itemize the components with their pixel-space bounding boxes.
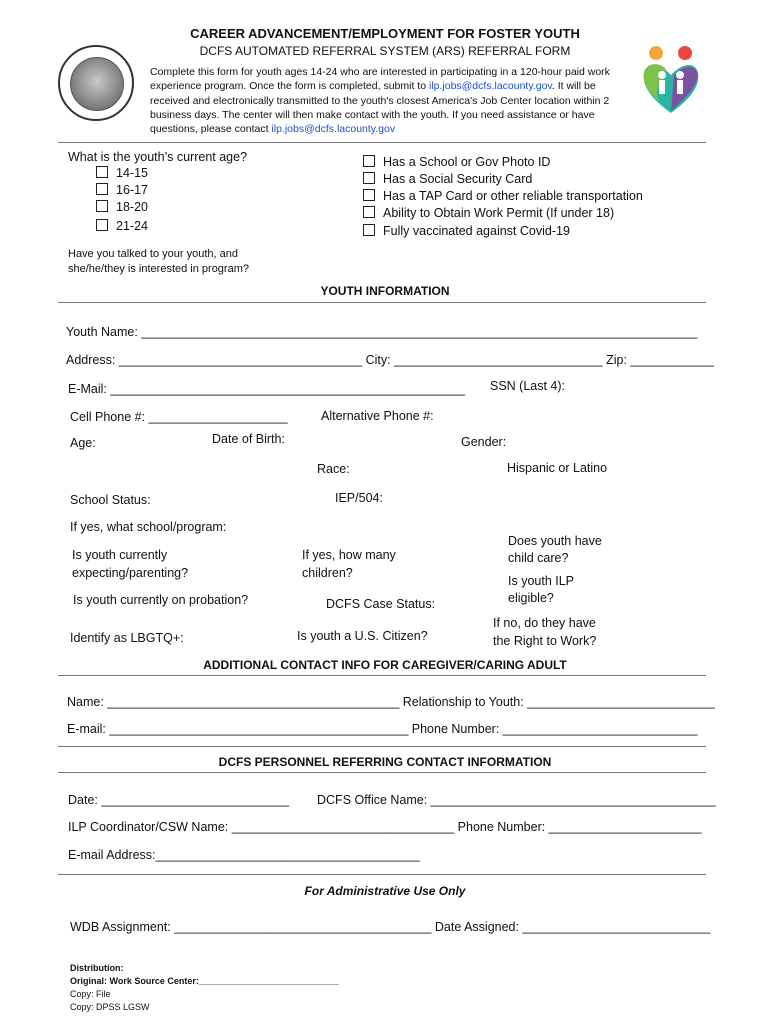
req-ssn-card[interactable]: Has a Social Security Card [363, 172, 532, 186]
age-option-21-24[interactable]: 21-24 [96, 219, 148, 233]
caregiver-email-field[interactable]: E-mail: ___________________________________________ Phone Number: ____________________________ [67, 722, 698, 736]
checkbox-icon[interactable] [363, 206, 375, 218]
address-field[interactable]: Address: ___________________________________ City: ______________________________ Zip: ____________ [66, 353, 714, 367]
talked-question-line2: she/he/they is interested in program? [68, 263, 249, 275]
email-field[interactable]: E-Mail: ___________________________________________________ [68, 382, 465, 396]
distribution-copy-dpss: Copy: DPSS LGSW [70, 1002, 150, 1012]
req-tap-card[interactable]: Has a TAP Card or other reliable transportation [363, 189, 643, 203]
school-status-label: School Status: [70, 493, 151, 507]
dob-label: Date of Birth: [212, 432, 285, 446]
alt-phone-label: Alternative Phone #: [321, 409, 434, 423]
lgbtq-label: Identify as LBGTQ+: [70, 631, 184, 645]
submit-email-link[interactable]: ilp.jobs@dcfs.lacounty.gov [428, 80, 552, 93]
age-label: Age: [70, 436, 96, 450]
personnel-heading: DCFS PERSONNEL REFERRING CONTACT INFORMATION [218, 755, 552, 769]
form-subtitle: DCFS AUTOMATED REFERRAL SYSTEM (ARS) REFERRAL FORM [199, 44, 571, 58]
cell-phone-field[interactable]: Cell Phone #: ____________________ [70, 410, 288, 424]
contact-email-link[interactable]: ilp.jobs@dcfs.lacounty.gov [271, 123, 396, 136]
age-option-18-20[interactable]: 18-20 [96, 200, 148, 214]
admin-heading: For Administrative Use Only [304, 884, 466, 898]
expecting-label-2: expecting/parenting? [72, 566, 189, 580]
wdb-assignment-field[interactable]: WDB Assignment: _____________________________________ Date Assigned: ___________________________ [70, 920, 711, 934]
age-option-14-15[interactable]: 14-15 [96, 166, 148, 180]
county-seal-icon [58, 45, 134, 121]
ilp-coordinator-field[interactable]: ILP Coordinator/CSW Name: ________________________________ Phone Number: ______________________ [68, 820, 702, 834]
foster-youth-logo-icon [640, 45, 702, 117]
form-title: CAREER ADVANCEMENT/EMPLOYMENT FOR FOSTER YOUTH [190, 26, 580, 41]
checkbox-icon[interactable] [96, 200, 108, 212]
dcfs-office-field[interactable]: DCFS Office Name: _________________________________________ [317, 793, 716, 807]
talked-question-line1: Have you talked to your youth, and [68, 248, 238, 260]
checkbox-icon[interactable] [363, 155, 375, 167]
caregiver-name-field[interactable]: Name: __________________________________________ Relationship to Youth: ___________________________ [67, 695, 715, 709]
req-vaccinated[interactable]: Fully vaccinated against Covid-19 [363, 224, 570, 238]
age-option-16-17[interactable]: 16-17 [96, 183, 148, 197]
probation-label: Is youth currently on probation? [73, 593, 249, 607]
children-label-2: children? [302, 566, 353, 580]
iep-label: IEP/504: [335, 491, 383, 505]
personnel-date-field[interactable]: Date: ___________________________ [68, 793, 290, 807]
school-program-label: If yes, what school/program: [70, 520, 227, 534]
intro-paragraph: Complete this form for youth ages 14-24 who are interested in participating in a 120-hour paid work experience program. Once the form is completed, submit to ilp.jobs@dcfs.lacounty.gov. It will be received and electronically transmitted to the youth's closest America's Job Center location within 2 business days. The center will then make contact with the youth. If you need assistance or have questions, please contact ilp.jobs@dcfs.lacounty.gov [150, 66, 610, 136]
right-to-work-label-1: If no, do they have [493, 616, 596, 630]
child-care-label-2: child care? [508, 551, 569, 565]
checkbox-icon[interactable] [96, 219, 108, 231]
race-label: Race: [317, 462, 350, 476]
children-label-1: If yes, how many [302, 548, 396, 562]
child-care-label-1: Does youth have [508, 534, 602, 548]
expecting-label-1: Is youth currently [72, 548, 168, 562]
gender-label: Gender: [461, 435, 507, 449]
ssn-label: SSN (Last 4): [490, 379, 566, 393]
ilp-label-1: Is youth ILP [508, 574, 575, 588]
req-work-permit[interactable]: Ability to Obtain Work Permit (If under 18) [363, 206, 614, 220]
citizen-label: Is youth a U.S. Citizen? [297, 629, 428, 643]
ilp-label-2: eligible? [508, 591, 554, 605]
req-photo-id[interactable]: Has a School or Gov Photo ID [363, 155, 550, 169]
checkbox-icon[interactable] [363, 172, 375, 184]
right-to-work-label-2: the Right to Work? [493, 634, 597, 648]
checkbox-icon[interactable] [363, 189, 375, 201]
hispanic-label: Hispanic or Latino [507, 461, 608, 475]
distribution-original: Original: Work Source Center:____________________________ [70, 976, 340, 986]
checkbox-icon[interactable] [363, 224, 375, 236]
case-status-label: DCFS Case Status: [326, 597, 436, 611]
personnel-email-field[interactable]: E-mail Address:______________________________________ [68, 848, 420, 862]
checkbox-icon[interactable] [96, 183, 108, 195]
youth-info-heading: YOUTH INFORMATION [320, 284, 450, 298]
caregiver-heading: ADDITIONAL CONTACT INFO FOR CAREGIVER/CARING ADULT [203, 658, 567, 672]
age-question: What is the youth’s current age? [68, 150, 248, 164]
youth-name-field[interactable]: Youth Name: ________________________________________________________________________________ [66, 325, 698, 339]
checkbox-icon[interactable] [96, 166, 108, 178]
distribution-label: Distribution: [70, 963, 124, 973]
distribution-copy-file: Copy: File [70, 989, 111, 999]
